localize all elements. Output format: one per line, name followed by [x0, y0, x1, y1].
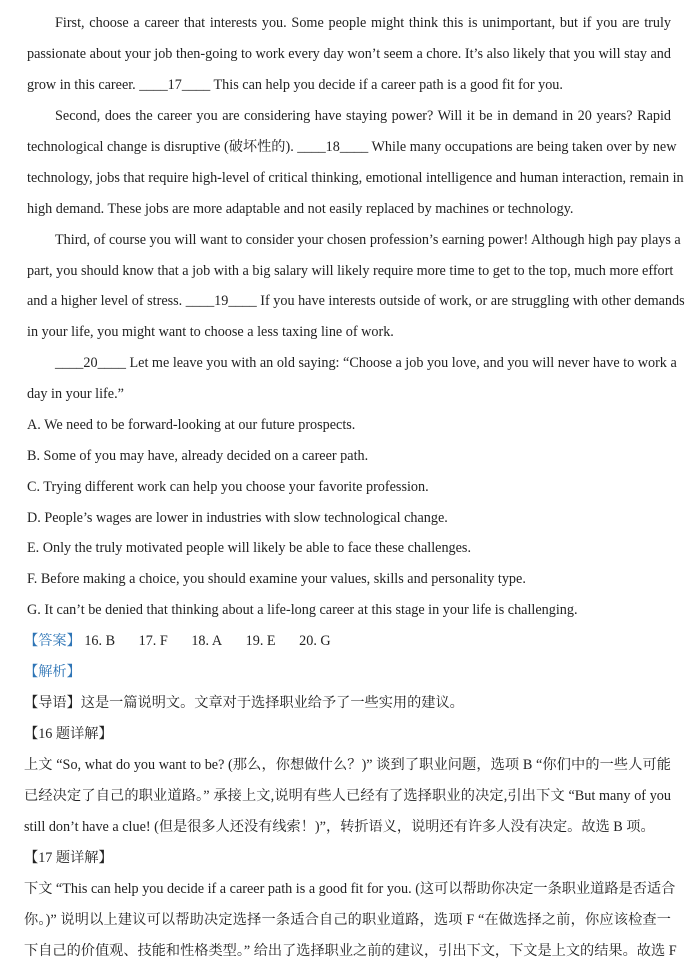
blank-20: ____20____: [55, 355, 126, 371]
option-c: C. Trying different work can help you choose your favorite profession.: [27, 479, 429, 495]
answer-item: 17. F: [138, 633, 168, 649]
detail-16-line-3: still don’t have a clue! (但是很多人还没有线索！)”，转折语义，说明还有许多人没有决定。故选 B 项。: [24, 819, 655, 835]
detail-16-header: 【16 题详解】: [24, 726, 113, 742]
answer-label: 【答案】: [24, 633, 81, 649]
option-a: A. We need to be forward-looking at our future prospects.: [27, 417, 356, 433]
p2-line-2: [27, 138, 677, 156]
p3-line-4: in your life, you might want to choose a less taxing line of work.: [27, 324, 394, 340]
detail-17-header: 【17 题详解】: [24, 850, 113, 866]
option-g: G. It can’t be denied that thinking about a life-long career at this stage in your life is challenging.: [27, 602, 578, 618]
p3-line-1: Third, of course you will want to consider your chosen profession’s earning power! Although high pay plays a: [55, 232, 681, 248]
intro-line: 【导语】这是一篇说明文。文章对于选择职业给予了一些实用的建议。: [24, 695, 464, 711]
answer-item: 20. G: [299, 633, 331, 649]
p4-line-1-text-after: Let me leave you with an old saying: “Choose a job you love, and you will never have to work a: [129, 355, 677, 371]
detail-16-line-2: 已经决定了自己的职业道路。” 承接上文,说明有些人已经有了选择职业的决定,引出下文 “But many of you: [24, 788, 671, 804]
p2-line-2-text-after: While many occupations are being taken over by new: [371, 139, 677, 155]
p4-line-2: day in your life.”: [27, 386, 124, 402]
p1-line-3-text-before: grow in this career.: [27, 77, 136, 93]
p2-line-1: Second, does the career you are considering have staying power? Will it be in demand in 20 years? Rapid: [55, 108, 671, 124]
p2-line-4: high demand. These jobs are more adaptable and not easily replaced by machines or technology.: [27, 201, 574, 217]
detail-17-line-1: 下文 “This can help you decide if a career path is a good fit for you. (这可以帮助你决定一条职业道路是否适合: [24, 881, 676, 897]
detail-16-line-1: 上文 “So, what do you want to be? (那么，你想做什么？)” 谈到了职业问题，选项 B “你们中的一些人可能: [24, 757, 671, 773]
p1-line-2: passionate about your job then-going to work every day won’t seem a chore. It’s also likely that you will stay and: [27, 46, 671, 62]
option-e: E. Only the truly motivated people will likely be able to face these challenges.: [27, 540, 472, 556]
analysis-label: 【解析】: [24, 664, 81, 680]
option-b: B. Some of you may have, already decided on a career path.: [27, 448, 369, 464]
p1-line-3-text-after: This can help you decide if a career path is a good fit for you.: [213, 77, 563, 93]
p2-line-3: technology, jobs that require high-level of critical thinking, emotional intelligence and human interaction, remain in: [27, 170, 684, 186]
p2-line-2-text-before: technological change is disruptive (破坏性的).: [27, 139, 294, 155]
answer-item: 18. A: [191, 633, 223, 649]
p4-line-1: [55, 354, 677, 372]
detail-17-line-2: 你。)” 说明以上建议可以帮助决定选择一条适合自己的职业道路，选项 F “在做选择之前，你应该检查一: [24, 912, 671, 928]
p1-line-1: First, choose a career that interests you. Some people might think this is unimportant, but if you are truly: [55, 15, 671, 31]
option-f: F. Before making a choice, you should examine your values, skills and personality type.: [27, 571, 526, 587]
p3-line-3: [27, 292, 685, 310]
blank-18: ____18____: [297, 139, 369, 155]
answer-item: 19. E: [245, 633, 276, 649]
p3-line-2: part, you should know that a job with a big salary will likely require more time to get to the top, much more effort: [27, 263, 674, 279]
answer-item: 16. B: [84, 633, 116, 649]
blank-17: ____17____: [139, 77, 211, 93]
answer-line: [24, 632, 668, 650]
detail-17-line-3: 下自己的价值观、技能和性格类型。” 给出了选择职业之前的建议，引出下文，下文是上文的结果。故选 F: [24, 943, 677, 959]
option-d: D. People’s wages are lower in industries with slow technological change.: [27, 510, 448, 526]
blank-19: ____19____: [185, 293, 257, 309]
p3-line-3-text-after: If you have interests outside of work, or are struggling with other demands: [260, 293, 685, 309]
p1-line-3: [27, 76, 671, 94]
p3-line-3-text-before: and a higher level of stress.: [27, 293, 183, 309]
